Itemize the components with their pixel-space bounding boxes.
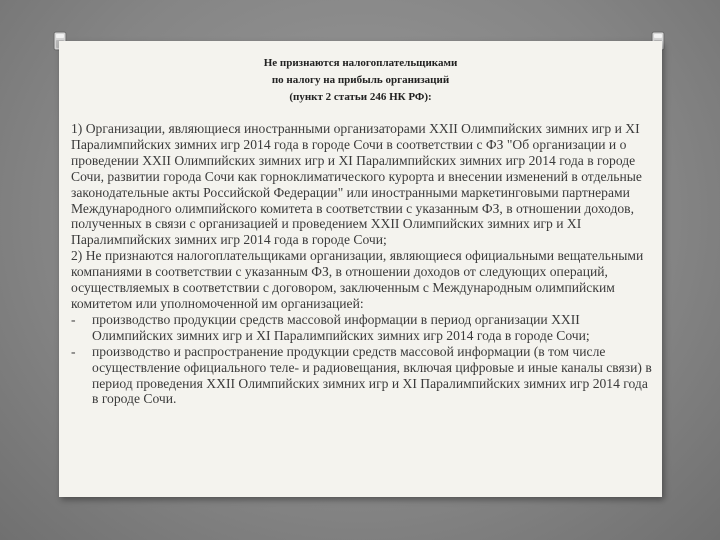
paragraph-1: 1) Организации, являющиеся иностранными организаторами XXII Олимпийских зимних игр и XI Паралимпийских зимних игр 2014 года в городе Сочи в соответствии с ФЗ "Об организации и о проведении XXII Олимпийских зимних игр и XI Паралимпийских зимних игр 2014 года в городе Сочи, развитии города Сочи как горноклиматического курорта и внесении изменений в отдельные законодательные акты Российской Федерации" или иностранными маркетинговыми партнерами Международного олимпийского комитета в соответствии с указанным ФЗ, в отношении доходов, полученных в связи с организацией и проведением XXII Олимпийских зимних игр и XI Паралимпийских зимних игр 2014 года в городе Сочи; (71, 121, 642, 248)
slide-title (59, 55, 662, 106)
slide-paper (59, 41, 662, 497)
bullet-list (71, 312, 655, 407)
title-line-2: по налогу на прибыль организаций (271, 74, 450, 86)
slide-body (71, 121, 655, 407)
bullet-text: производство продукции средств массовой информации в период организации XXII Олимпийских зимних игр и XI Паралимпийских зимних игр 2014 года в городе Сочи; (92, 311, 590, 343)
bullet-marker: - (71, 343, 76, 359)
list-item (71, 312, 655, 344)
list-item (71, 344, 655, 408)
bullet-text: производство и распространение продукции средств массовой информации (в том числе осуществление официального теле- и радиовещания, включая цифровые и иные каналы связи) в период проведения XXII Олимпийских зимних игр и XI Паралимпийских зимних игр 2014 года в городе Сочи. (92, 343, 652, 407)
title-line-3: (пункт 2 статьи 246 НК РФ): (289, 91, 432, 103)
title-line-1: Не признаются налогоплательщиками (263, 57, 458, 69)
bullet-marker: - (71, 311, 76, 327)
paragraph-2: 2) Не признаются налогоплательщиками организации, являющиеся официальными вещательными компаниями в соответствии с указанным ФЗ, в отношении доходов от следующих операций, осуществляемых в соответствии с договором, заключенным с Международным олимпийским комитетом или уполномоченной им организацией: (71, 248, 644, 311)
